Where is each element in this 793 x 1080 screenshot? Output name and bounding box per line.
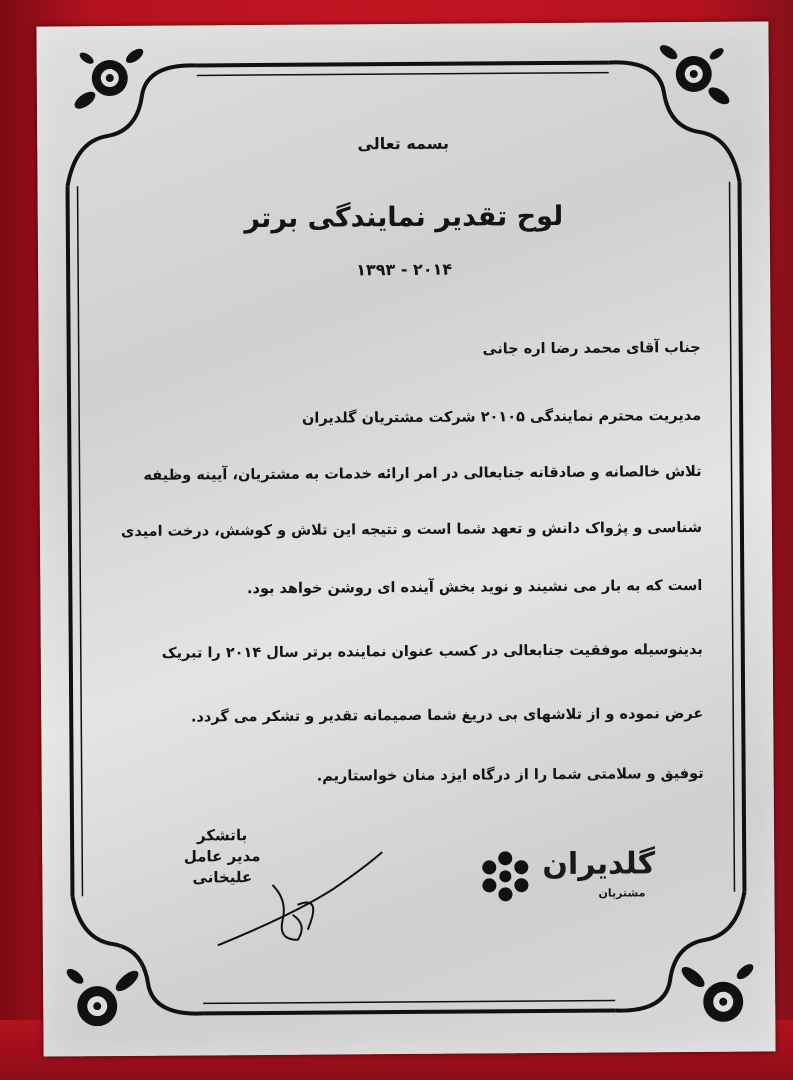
paragraph1-line3: است که به بار می نشیند و نوید بخش آینده ای روشن خواهد بود.	[246, 577, 703, 598]
company-logo-subtitle: مشتریان	[598, 886, 646, 900]
signature-thanks: باتشکر	[196, 826, 248, 845]
invocation-heading: بسمه تعالی	[357, 133, 450, 154]
flower-dots-icon	[478, 849, 532, 903]
corner-flower-icon	[663, 942, 764, 1043]
certificate-date: ۲۰۱۴ - ۱۳۹۳	[356, 259, 453, 280]
addressee-line: مدیریت محترم نمایندگی ۲۰۱۰۵ شرکت مشتریان گلدیران	[301, 407, 702, 427]
certificate-plaque	[36, 21, 775, 1056]
handwritten-signature	[212, 844, 393, 955]
signature-name: علیخانی	[192, 868, 253, 887]
closing-line: توفیق و سلامتی شما را از درگاه ایزد منان خواستاریم.	[316, 765, 704, 785]
certificate-title: لوح تقدیر نمایندگی برتر	[244, 200, 564, 235]
signature-title: مدیر عامل	[183, 847, 261, 866]
corner-flower-icon	[57, 946, 158, 1047]
corner-flower-icon	[648, 34, 739, 125]
paragraph1-line2: شناسی و پژواک دانش و تعهد شما است و نتیجه این تلاش و کوشش، درخت امیدی	[120, 519, 702, 540]
paragraph2-line2: عرض نموده و از تلاشهای بی دریغ شما صمیمانه تقدیر و تشکر می گردد.	[190, 705, 704, 726]
recipient-name: جناب آقای محمد رضا اره جانی	[482, 339, 701, 358]
paragraph1-line1: تلاش خالصانه و صادقانه جنابعالی در امر ارائه خدمات به مشتریان، آیینه وظیفه	[143, 463, 702, 484]
company-logo-name: گلدیران	[542, 846, 656, 883]
paragraph2-line1: بدینوسیله موفقیت جنابعالی در کسب عنوان نماینده برتر سال ۲۰۱۴ را تبریک	[161, 641, 703, 662]
corner-flower-icon	[64, 38, 155, 129]
